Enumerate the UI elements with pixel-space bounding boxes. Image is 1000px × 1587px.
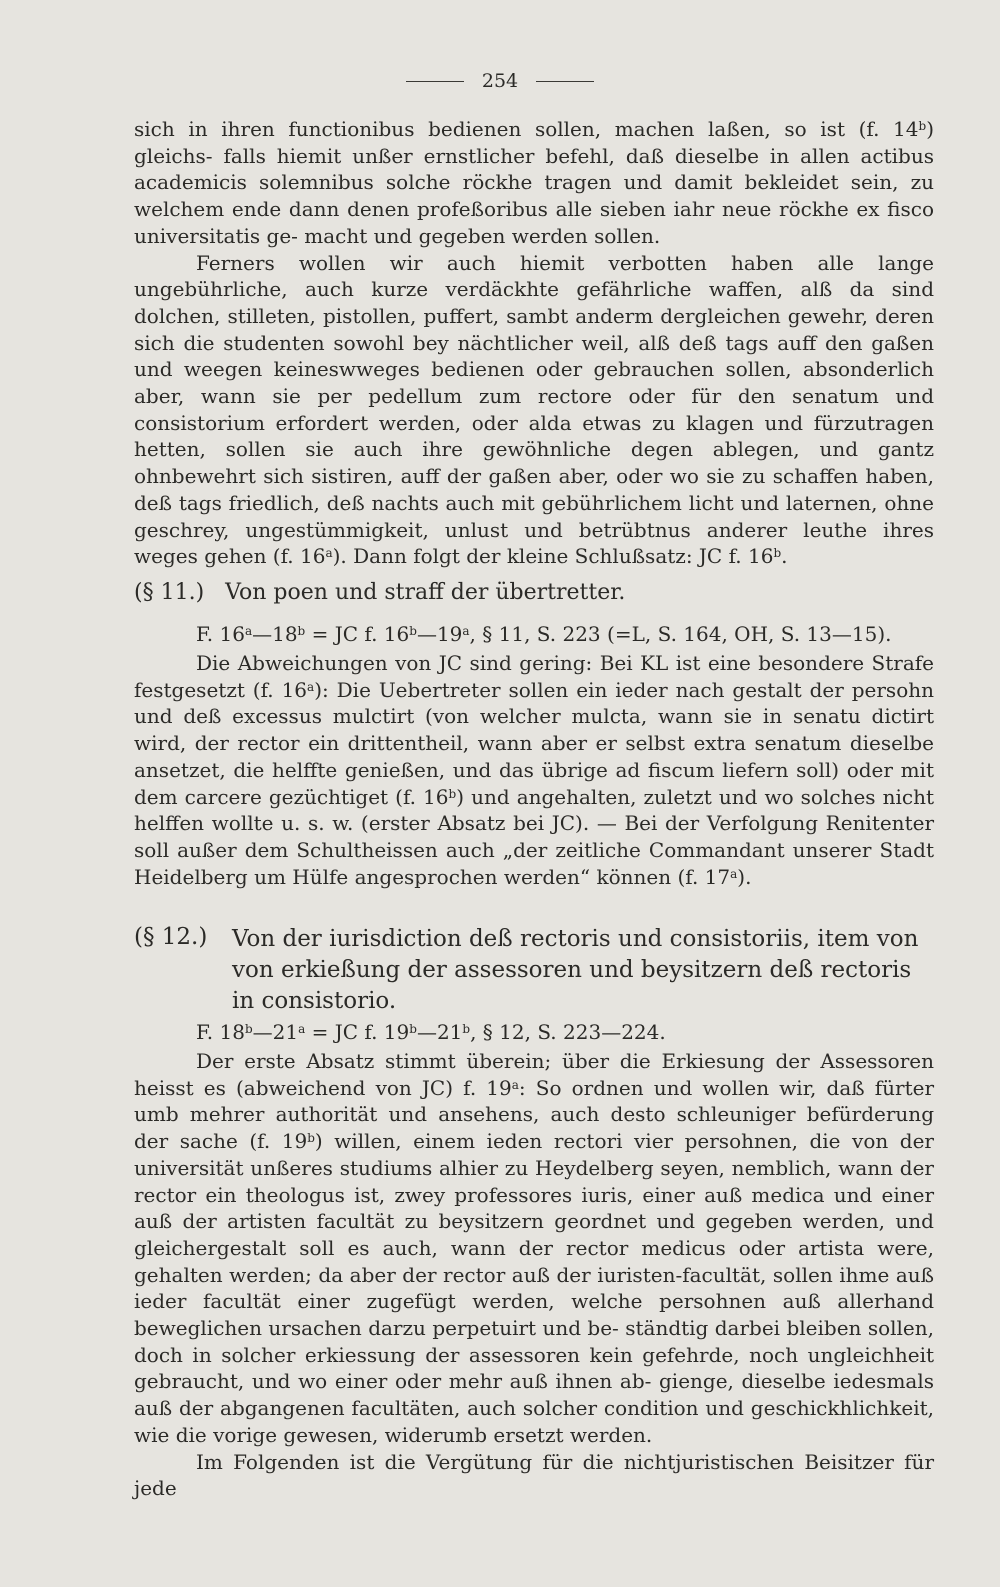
reference-text: —21 [416,1020,463,1044]
paragraph-assessors [134,1048,934,1449]
paragraph-text: ) und angehalten, zuletzt und wo solches nicht helffen wollte u. s. w. (erster Absatz bei JC). — Bei der Verfolgung Renitenter soll außer dem Schultheissen auch „der zeitliche Commandant unserer Stadt Heidelberg um Hülfe angesprochen werden“ können (f. 17 [134,784,935,889]
paragraph-text: sich in ihren functionibus bedienen sollen, machen laßen, so ist (f. 14 [134,117,919,141]
folio-superscript: b [918,119,927,133]
folio-superscript: a [730,866,738,881]
section-12-number: (§ 12.) [134,924,208,950]
reference-text: , § 11, S. 223 (=L, S. 164, OH, S. 13—15). [469,622,892,646]
reference-text: , § 12, S. 223—224. [470,1020,666,1044]
reference-text: F. 16 [196,622,245,646]
reference-text: —18 [252,622,298,646]
section-11-heading [134,580,934,605]
section-11-body [134,650,934,890]
page-header [0,70,1000,92]
body-text-top [134,116,934,570]
paragraph-text: Die Abweichungen von JC sind gering: Bei KL ist eine besondere Strafe festgesetzt (f. 16 [134,651,934,702]
section-12-body [134,1048,934,1502]
folio-superscript: a [307,679,315,694]
paragraph-robes [134,116,934,250]
folio-superscript: a [325,546,333,561]
paragraph-penalties [134,650,934,890]
paragraph-weapons [134,250,934,570]
folio-superscript: a [511,1077,519,1092]
folio-superscript: b [297,624,306,638]
reference-text: —19 [416,622,463,646]
paragraph-text: . [781,544,788,569]
page-number: 254 [481,70,519,92]
reference-text: F. 18 [196,1020,245,1044]
folio-superscript: b [773,546,782,561]
paragraph-remuneration [134,1449,934,1502]
reference-text: —21 [252,1020,299,1044]
paragraph-text: Ferners wollen wir auch hiemit verbotten haben alle lange ungebührliche, auch kurze verdäckhte gefährliche waffen, alß da sind dolchen, stilleten, pistollen, puffert, sambt anderm dergleichen gewehr, deren sich die studenten sowohl bey nächtlicher weil, alß deß tags auff den gaßen und weegen keineswweges bedienen oder gebrauchen sollen, absonderlich aber, wann sie per pedellum zum rectore oder für den senatum und consistorium erfordert werden, oder alda etwas zu klagen und fürzutragen hetten, sollen sie auch ihre gewöhnliche degen ablegen, und gantz ohnbewehrt sich sistiren, auff der gaßen aber, oder wo sie zu schaffen haben, deß tags friedlich, deß nachts auch mit gebührlichem licht und laternen, ohne geschrey, ungestümmigkeit, unlust und betrübtnus anderer leuthe ihres weges gehen (f. 16 [134,250,934,569]
folio-superscript: b [307,1131,315,1146]
folio-superscript: a [298,1022,306,1036]
folio-superscript: a [244,624,253,638]
folio-superscript: a [462,624,470,638]
folio-superscript: b [462,1022,471,1036]
section-11-number: (§ 11.) [134,580,205,605]
paragraph-text: : So ordnen und wollen wir, daß fürter umb mehrer authorität und ansehens, auch desto schleuniger befürderung der sache (f. 19 [134,1075,934,1154]
section-12-title: Von der iurisdiction deß rectoris und consistoriis, item von von erkießung der assessoren und beysitzern deß rectoris in consistorio. [232,926,919,1014]
paragraph-text: ) gleichs- falls hiemit unßer ernstlicher befehl, daß dieselbe in allen actibus academicis solemnibus solche röckhe tragen und damit bekleidet sein, zu welchem ende dann denen profeßoribus alle sieben iahr neue röckhe ex fisco universitatis ge- macht und gegeben werden sollen. [134,117,934,248]
folio-superscript: b [409,1022,417,1036]
header-rule-left [406,81,464,82]
paragraph-text: Der erste Absatz stimmt überein; über die Erkiesung der Assessoren heisst es (abweichend von JC) f. 19 [134,1049,934,1100]
paragraph-text: ) willen, einem ieden rectori vier persohnen, die von der universität unßeres studiums alhier zu Heydelberg seyen, nemblich, wann der rector ein theologus ist, zwey professores iuris, einer auß medica und einer auß der artisten facultät zu beysitzern geordnet und gegeben werden, und gleichergestalt soll es auch, wann der rector medicus oder artista were, gehalten werden; da aber der rector auß der iuristen-facultät, sollen ihme auß ieder facultät einer zugefügt werden, welche persohnen auß allerhand beweglichen ursachen darzu perpetuirt und be- ständtig darbei bleiben sollen, doch in solcher erkiessung der assessoren kein gefehrde, noch ungleichheit gebraucht, und wo einer oder mehr auß ihnen ab- gienge, dieselbe iedesmals auß der abgangenen facultäten, auch solcher condition und geschickhlichkeit, wie die vorige gewesen, widerumb ersetzt werden. [134,1129,934,1447]
section-12-reference [196,1020,666,1044]
folio-superscript: b [244,1022,253,1036]
folio-superscript: b [409,624,417,638]
paragraph-text: Im Folgenden ist die Vergütung für die nichtjuristischen Beisitzer für jede [134,1449,934,1501]
section-11-reference [196,622,891,646]
paragraph-text: ): Die Uebertreter sollen ein ieder nach gestalt der persohn und deß excessus mulctirt (von welcher mulcta, wann sie in senatu dictirt wird, der rector ein drittentheil, wann aber er selbst extra senatum dieselbe ansetzet, die helffte genießen, und das übrige ad fiscum liefern soll) oder mit dem carcere gezüchtiget (f. 16 [134,677,935,809]
paragraph-text: ). Dann folgt der kleine Schlußsatz: JC f. 16 [332,544,774,569]
section-12-heading [134,924,934,1017]
header-rule-right [536,81,594,82]
folio-superscript: b [448,786,457,801]
reference-text: = JC f. 16 [305,622,410,646]
reference-text: = JC f. 19 [305,1020,410,1044]
section-11-title: Von poen und straff der übertretter. [225,580,626,605]
paragraph-text: ). [737,864,752,889]
